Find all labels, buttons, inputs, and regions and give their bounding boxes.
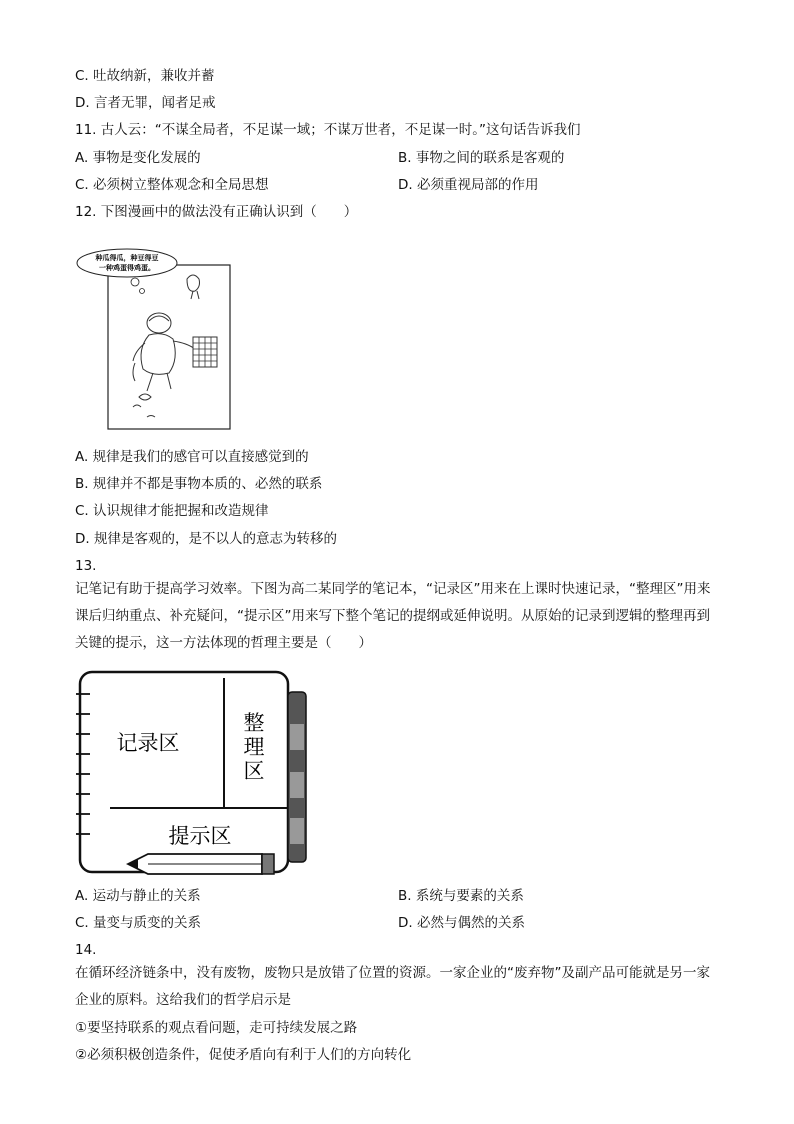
q10-option-d: D. 言者无罪，闻者足戒 bbox=[75, 95, 216, 111]
q13-option-d: D. 必然与偶然的关系 bbox=[398, 915, 525, 931]
q11-option-a: A. 事物是变化发展的 bbox=[75, 150, 201, 166]
notebook-organize-char1: 整 bbox=[243, 711, 265, 735]
notebook-organize-char2: 理 bbox=[243, 735, 265, 759]
q12-stem: 12. 下图漫画中的做法没有正确认识到（ ） bbox=[75, 204, 358, 220]
q14-item-2: ②必须积极创造条件，促使矛盾向有利于人们的方向转化 bbox=[75, 1047, 412, 1063]
cartoon-farmer-image bbox=[75, 247, 235, 432]
q11-option-b: B. 事物之间的联系是客观的 bbox=[398, 150, 565, 166]
notebook-diagram bbox=[76, 668, 310, 878]
q13-option-b: B. 系统与要素的关系 bbox=[398, 888, 524, 904]
q11-option-c: C. 必须树立整体观念和全局思想 bbox=[75, 177, 269, 193]
pencil-icon bbox=[128, 854, 274, 874]
q12-option-c: C. 认识规律才能把握和改造规律 bbox=[75, 503, 269, 519]
q12-option-d: D. 规律是客观的，是不以人的意志为转移的 bbox=[75, 531, 337, 547]
q13-option-c: C. 量变与质变的关系 bbox=[75, 915, 202, 931]
cartoon-bubble-line1: 种瓜得瓜，种豆得豆 bbox=[95, 254, 159, 262]
q13-stem: 记笔记有助于提高学习效率。下图为高二某同学的笔记本，“记录区”用来在上课时快速记录，“整理区”用来课后归纳重点、补充疑问，“提示区”用来写下整个笔记的提纲或延伸说明。从原始的记录到逻辑的整理再到关键的提示，这一方法体现的哲理主要是（ ） bbox=[75, 581, 711, 651]
q11-stem: 11. 古人云：“不谋全局者，不足谋一域；不谋万世者，不足谋一时。”这句话告诉我们 bbox=[75, 122, 581, 138]
q11-option-d: D. 必须重视局部的作用 bbox=[398, 177, 539, 193]
notebook-organize-char3: 区 bbox=[243, 759, 265, 783]
notebook-record-zone: 记录区 bbox=[116, 731, 180, 755]
q10-option-c: C. 吐故纳新，兼收并蓄 bbox=[75, 68, 215, 84]
q14-number: 14. bbox=[75, 942, 97, 958]
q12-option-a: A. 规律是我们的感官可以直接感觉到的 bbox=[75, 449, 309, 465]
q13-option-a: A. 运动与静止的关系 bbox=[75, 888, 201, 904]
notebook-hint-zone: 提示区 bbox=[168, 824, 232, 848]
cartoon-bubble-line2: 一种鸡蛋得鸡蛋。 bbox=[99, 264, 155, 272]
q14-item-1: ①要坚持联系的观点看问题，走可持续发展之路 bbox=[75, 1020, 358, 1036]
q14-stem: 在循环经济链条中，没有废物，废物只是放错了位置的资源。一家企业的“废弃物”及副产品可能就是另一家企业的原料。这给我们的哲学启示是 bbox=[75, 965, 710, 1008]
q12-option-b: B. 规律并不都是事物本质的、必然的联系 bbox=[75, 476, 323, 492]
q13-number: 13. bbox=[75, 558, 97, 574]
